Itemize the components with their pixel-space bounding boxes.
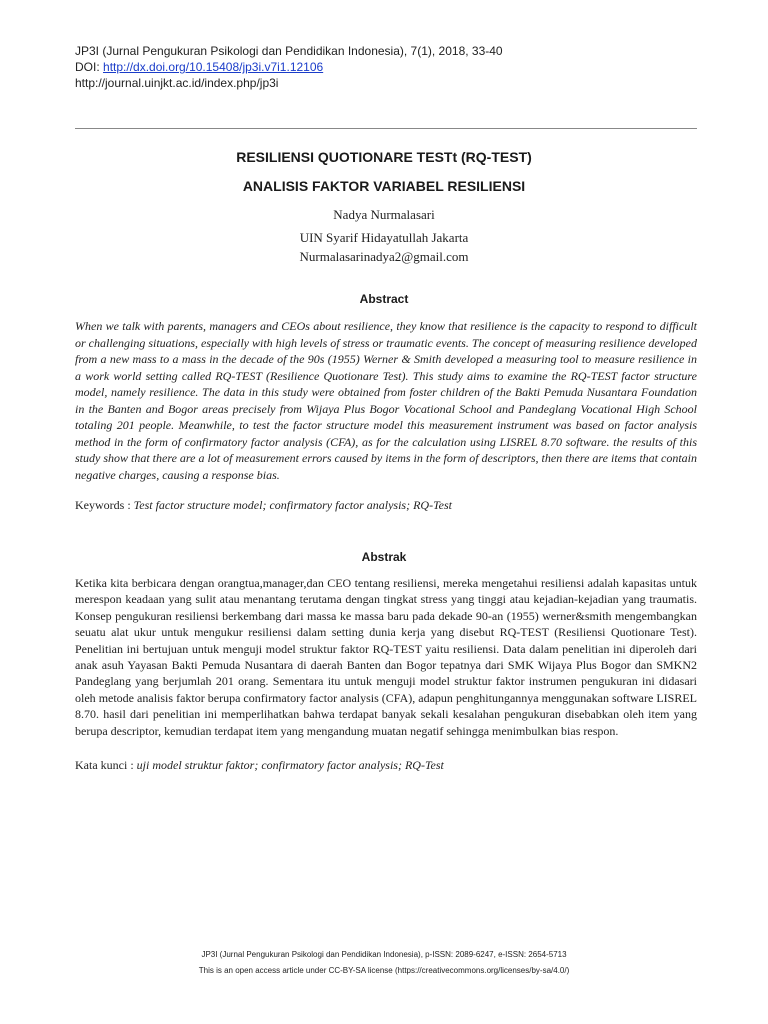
- journal-header: [75, 43, 503, 91]
- keywords-line: [75, 498, 697, 513]
- journal-site-url[interactable]: http://journal.uinjkt.ac.id/index.php/jp3i: [75, 76, 279, 90]
- doi-line: [75, 59, 503, 75]
- footer-issn: JP3I (Jurnal Pengukuran Psikologi dan Pendidikan Indonesia), p-ISSN: 2089-6247, e-ISSN: 2654-5713: [201, 950, 567, 959]
- abstrak-heading: Abstrak: [361, 550, 407, 564]
- paper-title-line2: ANALISIS FAKTOR VARIABEL RESILIENSI: [242, 178, 526, 194]
- keywords-label: Keywords :: [75, 498, 134, 512]
- doi-link[interactable]: http://dx.doi.org/10.15408/jp3i.v7i1.12106: [103, 60, 324, 74]
- kata-kunci-label: Kata kunci :: [75, 758, 137, 772]
- abstrak-body: Ketika kita berbicara dengan orangtua,manager,dan CEO tentang resiliensi, mereka mengetahui resiliensi adalah kapasitas untuk merespon keadaan yang sulit atau menantang terutama dengan tingkat stress yang tinggi atau kejadian-kejadian yang traumatis. Konsep pengukuran resiliensi berkembang dari massa ke massa baru pada dekade 90-an (1955) werner&smith mengembangkan seuatu alat ukur untuk mengukur resiliensi dalam setting dunia kerja yang disebut RQ-TEST (Resiliensi Quotionare Test). Penelitian ini bertujuan untuk menguji model struktur faktor RQ-TEST yaitu resiliensi. Data dalam penelitian ini diperoleh dari anak asuh Yayasan Bakti Pemuda Nusantara di daerah Banten dan Bogor tepatnya dari SMK Wijaya Plus Bogor dan SMKN2 Pandeglang yang berjumlah 201 orang. Sementara itu untuk menguji model struktur faktor instrumen pengukuran ini didasari oleh metode analisis faktor berupa confirmatory factor analysis (CFA), adapun penghitungannya menggunakan software LISREL 8.70. hasil dari penelitian ini memperlihatkan bahwa terdapat banyak sekali kesalahan pengukuran disebabkan oleh item yang berupa descriptor, kemudian terdapat item yang mengandung muatan negatif sehingga menimbulkan bias respon.: [75, 576, 697, 738]
- kata-kunci-line: [75, 758, 697, 773]
- kata-kunci-text: uji model struktur faktor; confirmatory factor analysis; RQ-Test: [136, 758, 444, 772]
- author-email: Nurmalasarinadya2@gmail.com: [299, 249, 469, 264]
- paper-title-line1: RESILIENSI QUOTIONARE TESTt (RQ-TEST): [236, 149, 532, 165]
- author-name: Nadya Nurmalasari: [333, 207, 435, 222]
- keywords-text: Test factor structure model; confirmatory factor analysis; RQ-Test: [133, 498, 452, 512]
- journal-citation: JP3I (Jurnal Pengukuran Psikologi dan Pendidikan Indonesia), 7(1), 2018, 33-40: [75, 44, 503, 58]
- footer-license: This is an open access article under CC-BY-SA license (https://creativecommons.org/licenses/by-sa/4.0/): [198, 966, 570, 975]
- author-affiliation: UIN Syarif Hidayatullah Jakarta: [299, 230, 469, 245]
- abstract-body: When we talk with parents, managers and CEOs about resilience, they know that resilience is the capacity to respond to difficult or challenging situations, especially with high levels of stress or traumatic events. The concept of measuring resilience developed from a new mass to a mass in the decade of the 90s (1955) Werner & Smith developed a measuring tool to measure resilience in a work world setting called RQ-TEST (Resilience Quotionare Test). This study aims to examine the RQ-TEST factor structure model, namely resilience. The data in this study were obtained from foster children of the Bakti Pemuda Nusantara Foundation in the Banten and Bogor areas precisely from Wijaya Plus Bogor Vocational School and Pandeglang Vocational High School totaling 201 people. Meanwhile, to test the factor structure model this measurement instrument was based on factor analysis method in the form of confirmatory factor analysis (CFA), as for the calculation using LISREL 8.70 software. the results of this study show that there are a lot of measurement errors caused by items in the form of descriptors, then there are items that contain negative charges, causing a response bias.: [75, 319, 697, 482]
- header-divider: [75, 128, 697, 129]
- doi-label: DOI:: [75, 60, 104, 74]
- abstract-heading: Abstract: [359, 292, 409, 306]
